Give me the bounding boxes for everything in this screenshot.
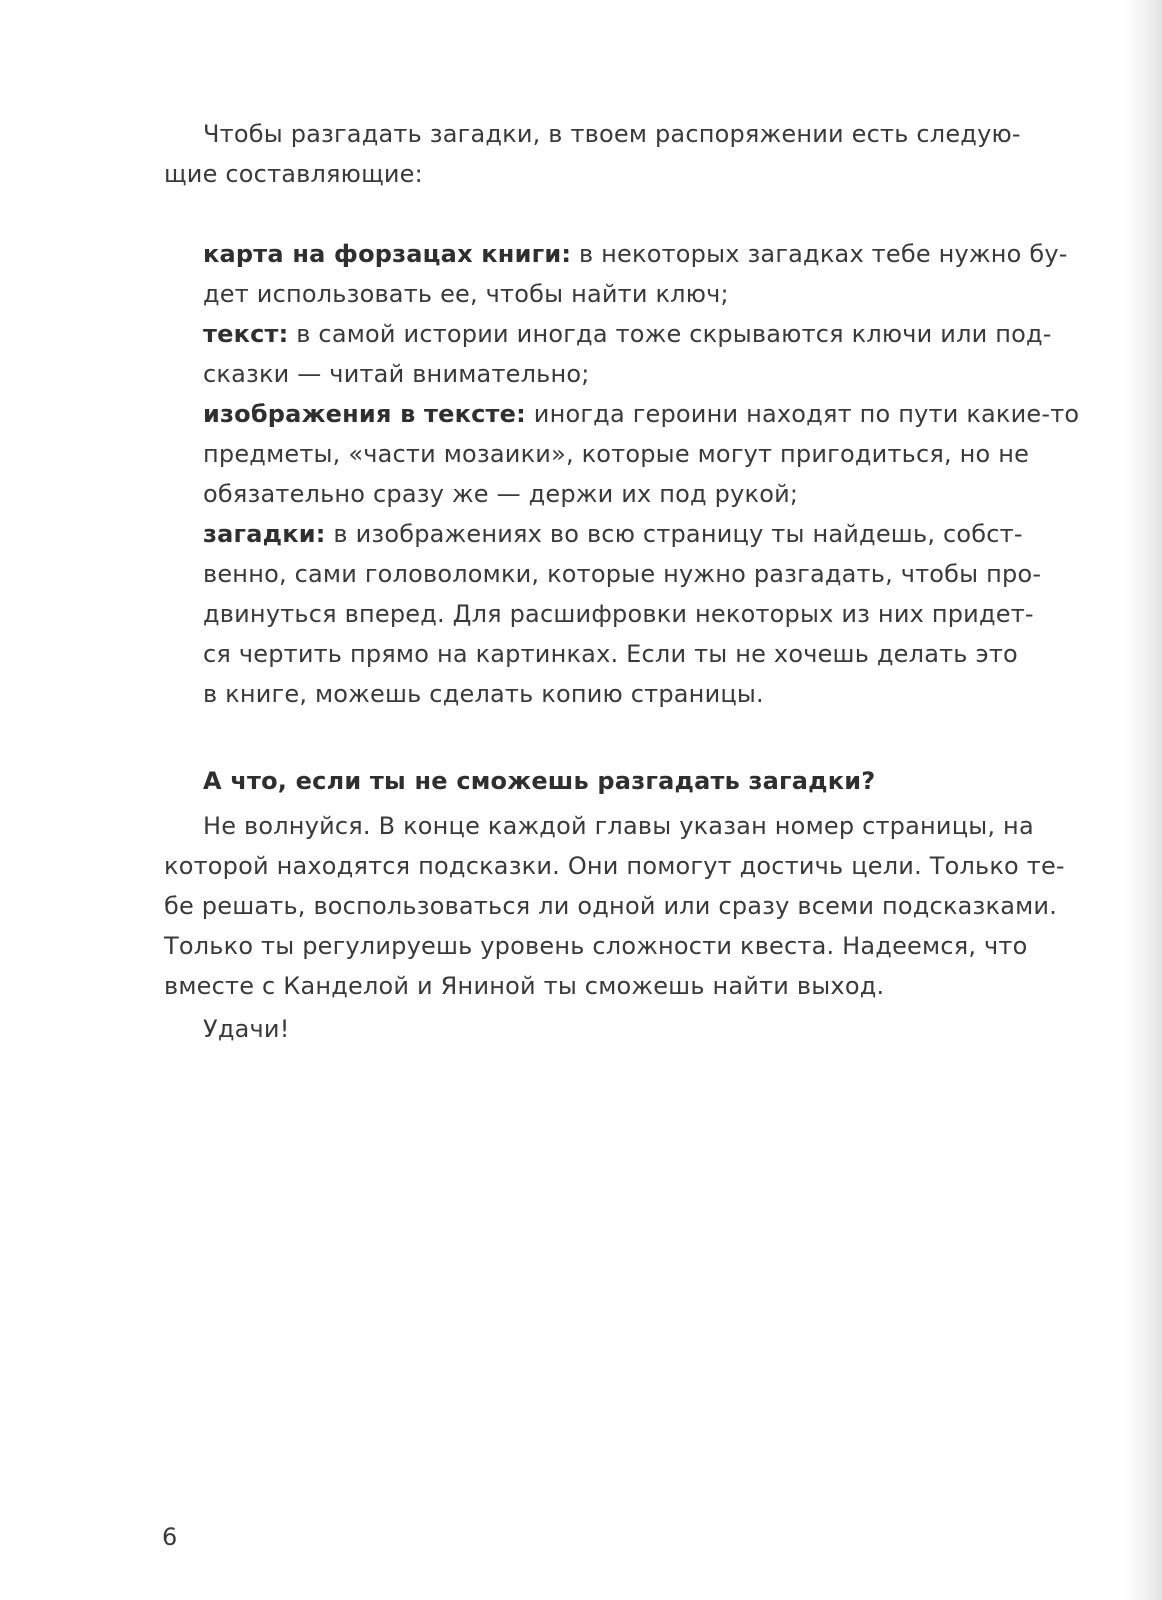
list-item-term: карта на форзацах книги: xyxy=(203,240,572,268)
faq-line: Только ты регулируешь уровень сложности квеста. Надеемся, что xyxy=(164,932,1028,960)
list-item-line xyxy=(203,314,1052,354)
list-item-text: в некоторых загадках тебе нужно бу- xyxy=(571,240,1068,268)
list-item-line: венно, сами головоломки, которые нужно разгадать, чтобы про- xyxy=(203,560,1042,588)
faq-heading: А что, если ты не сможешь разгадать загадки? xyxy=(203,767,876,795)
intro-line: Чтобы разгадать загадки, в твоем распоряжении есть следую- xyxy=(203,120,1021,148)
intro-paragraph xyxy=(164,114,1021,194)
faq-line: Не волнуйся. В конце каждой главы указан номер страницы, на xyxy=(203,812,1034,840)
list-item-line: ся чертить прямо на картинках. Если ты не хочешь делать это xyxy=(203,640,1018,668)
list-item-line xyxy=(203,514,1023,554)
intro-line: щие составляющие: xyxy=(164,160,423,188)
list-item-term: загадки: xyxy=(203,520,326,548)
faq-line: которой находятся подсказки. Они помогут достичь цели. Только те- xyxy=(164,852,1065,880)
list-item-text: в самой истории иногда тоже скрываются ключи или под- xyxy=(288,320,1052,348)
list-item-line: дет использовать ее, чтобы найти ключ; xyxy=(203,280,729,308)
list-item-line: сказки — читай внимательно; xyxy=(203,360,590,388)
list-item-text: в изображениях во всю страницу ты найдешь, собст- xyxy=(325,520,1023,548)
list-item-line: предметы, «части мозаики», которые могут пригодиться, но не xyxy=(203,440,1030,468)
page-number: 6 xyxy=(162,1523,178,1551)
list-item-line xyxy=(203,234,1068,274)
list-item-term: изображения в тексте: xyxy=(203,400,526,428)
list-item-line: обязательно сразу же — держи их под рукой; xyxy=(203,480,799,508)
page-edge-shadow xyxy=(1122,0,1162,1600)
faq-paragraph xyxy=(164,806,1065,1006)
list-item-line xyxy=(203,394,1080,434)
list-item-text: иногда героини находят по пути какие-то xyxy=(525,400,1080,428)
list-item-term: текст: xyxy=(203,320,289,348)
faq-line: вместе с Канделой и Яниной ты сможешь найти выход. xyxy=(164,972,885,1000)
list-item-line: в книге, можешь сделать копию страницы. xyxy=(203,680,764,708)
list-item-line: двинуться вперед. Для расшифровки некоторых из них придет- xyxy=(203,600,1034,628)
components-list xyxy=(203,234,1080,714)
closing-line: Удачи! xyxy=(203,1015,290,1043)
faq-line: бе решать, воспользоваться ли одной или сразу всеми подсказками. xyxy=(164,892,1058,920)
